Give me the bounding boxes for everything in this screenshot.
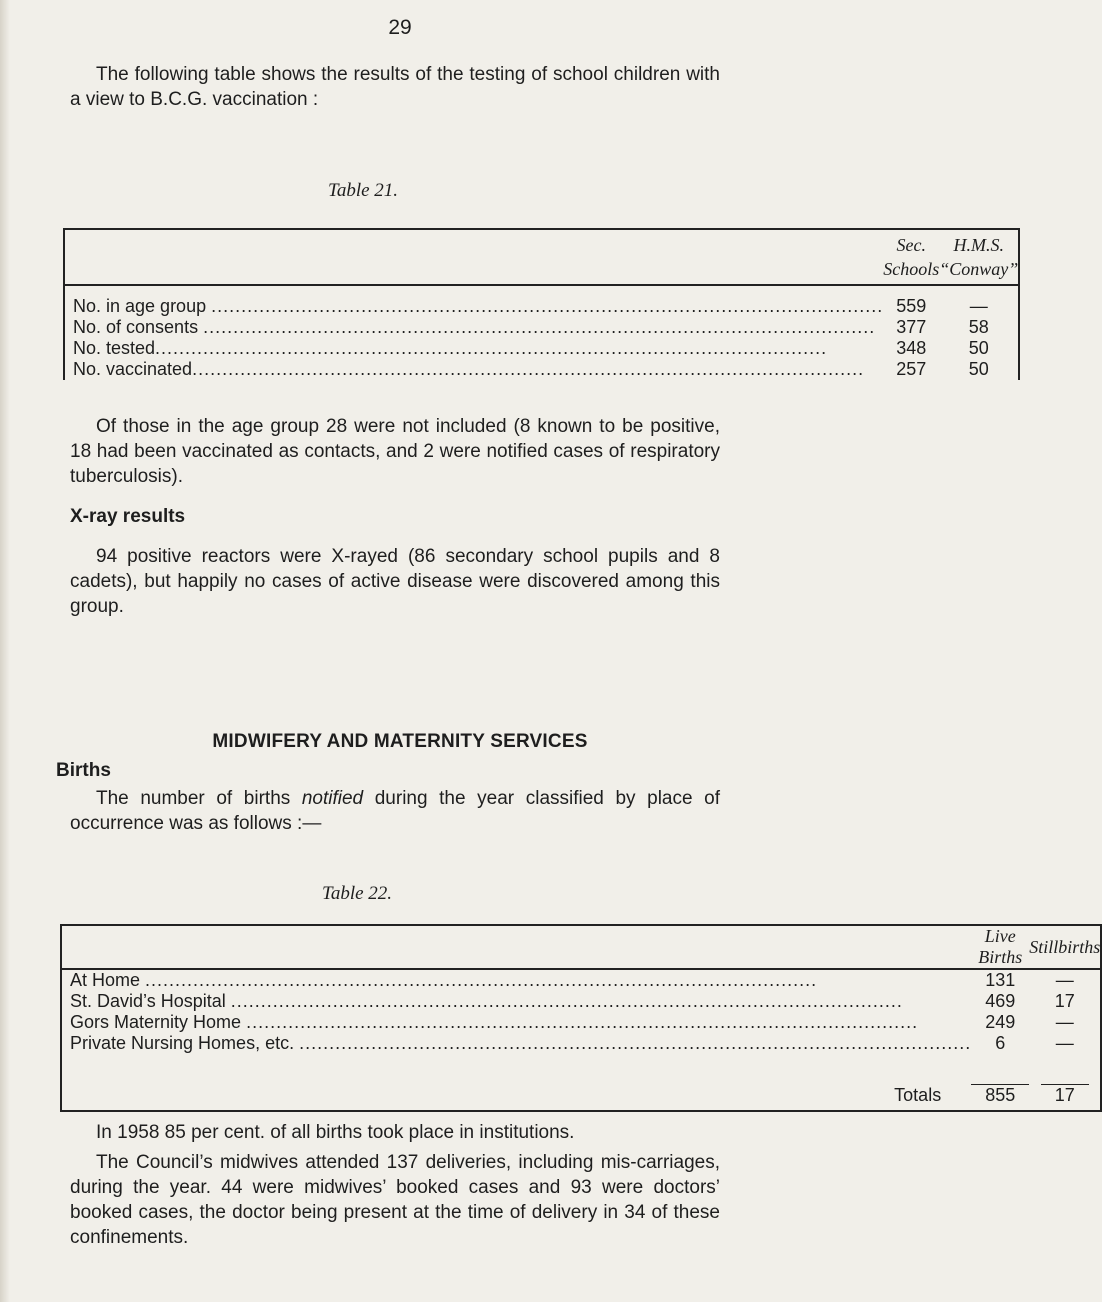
table-22: [60, 924, 1102, 1112]
cell-live: 469: [985, 991, 1016, 1011]
births-intro-paragraph: The number of births notified during the year classified by place of occurrence was as follows :—: [70, 788, 720, 834]
header-hms: H.M.S.: [953, 235, 1004, 255]
row-label: St. David’s Hospital: [70, 991, 226, 1011]
table-21: [63, 228, 1020, 380]
cell-live: 131: [985, 970, 1016, 990]
age-group-paragraph: Of those in the age group 28 were not included (8 known to be positive, 18 had been vaccinated as contacts, and 2 were notified cases of respiratory tuberculosis).: [70, 416, 720, 487]
table-row: [61, 1012, 1101, 1033]
page-number: 29: [388, 16, 412, 39]
table-21-header-row: [64, 229, 1019, 285]
table-21-corner: [64, 229, 883, 285]
births-heading: Births: [56, 760, 111, 781]
header-stillbirths: Stillbirths: [1029, 925, 1101, 969]
row-label: Gors Maternity Home: [70, 1012, 242, 1032]
row-label: No. tested: [73, 338, 156, 358]
table-row: [61, 969, 1101, 991]
scan-shadow-edge: [0, 0, 10, 1302]
table-21-caption: Table 21.: [328, 180, 399, 201]
cell-sec: 377: [896, 317, 927, 337]
table-row: [64, 338, 1019, 359]
total-live: 855: [971, 1084, 1029, 1106]
total-still: 17: [1041, 1084, 1089, 1106]
totals-label: Totals: [61, 1080, 971, 1111]
row-label: At Home: [70, 970, 141, 990]
row-label: No. vaccinated: [73, 359, 193, 379]
header-live-births: Live Births: [971, 925, 1029, 969]
midwives-paragraph: The Council’s midwives attended 137 deliveries, including mis-carriages, during the year. 44 were midwives’ booked cases and 93 were doctors’ booked cases, the doctor being present at the time of delivery in 34 of these confinements.: [70, 1152, 720, 1248]
table-row: [64, 296, 1019, 317]
cell-sec: 257: [896, 359, 927, 379]
cell-still: —: [1029, 1012, 1101, 1033]
cell-sec: 559: [896, 296, 927, 316]
table-22-header-row: [61, 925, 1101, 969]
table-22-caption: Table 22.: [322, 883, 393, 904]
cell-still: —: [1029, 1033, 1101, 1054]
table-row: [64, 359, 1019, 380]
table-row: [64, 317, 1019, 338]
intro-paragraph: The following table shows the results of the testing of school children with a view to B.C.G. vaccination :: [70, 64, 720, 110]
cell-live: 6: [995, 1033, 1006, 1053]
xray-heading: X-ray results: [70, 506, 186, 527]
section-title: MIDWIFERY AND MATERNITY SERVICES: [212, 731, 588, 752]
cell-still: —: [1029, 969, 1101, 991]
table-row: [61, 991, 1101, 1012]
row-label: Private Nursing Homes, etc.: [70, 1033, 295, 1053]
totals-row: [61, 1080, 1101, 1111]
cell-hms: —: [939, 296, 1019, 317]
header-sec: Sec.: [896, 235, 926, 255]
header-conway: “Conway”: [939, 259, 1019, 279]
header-sec-schools: [883, 229, 939, 285]
cell-hms: 58: [939, 317, 1019, 338]
table-22-corner: [61, 925, 971, 969]
cell-hms: 50: [939, 338, 1019, 359]
table-row: [61, 1033, 1101, 1054]
header-hms-conway: [939, 229, 1019, 285]
cell-still: 17: [1029, 991, 1101, 1012]
institutions-paragraph: In 1958 85 per cent. of all births took place in institutions.: [96, 1122, 575, 1143]
cell-hms: 50: [939, 359, 1019, 380]
notified-emphasis: notified: [301, 788, 364, 809]
row-label: No. in age group: [73, 296, 207, 316]
cell-live: 249: [985, 1012, 1016, 1032]
row-label: No. of consents: [73, 317, 199, 337]
cell-sec: 348: [896, 338, 927, 358]
header-schools: Schools: [883, 259, 940, 279]
xray-paragraph: 94 positive reactors were X-rayed (86 secondary school pupils and 8 cadets), but happily no cases of active disease were discovered among this group.: [70, 546, 720, 617]
